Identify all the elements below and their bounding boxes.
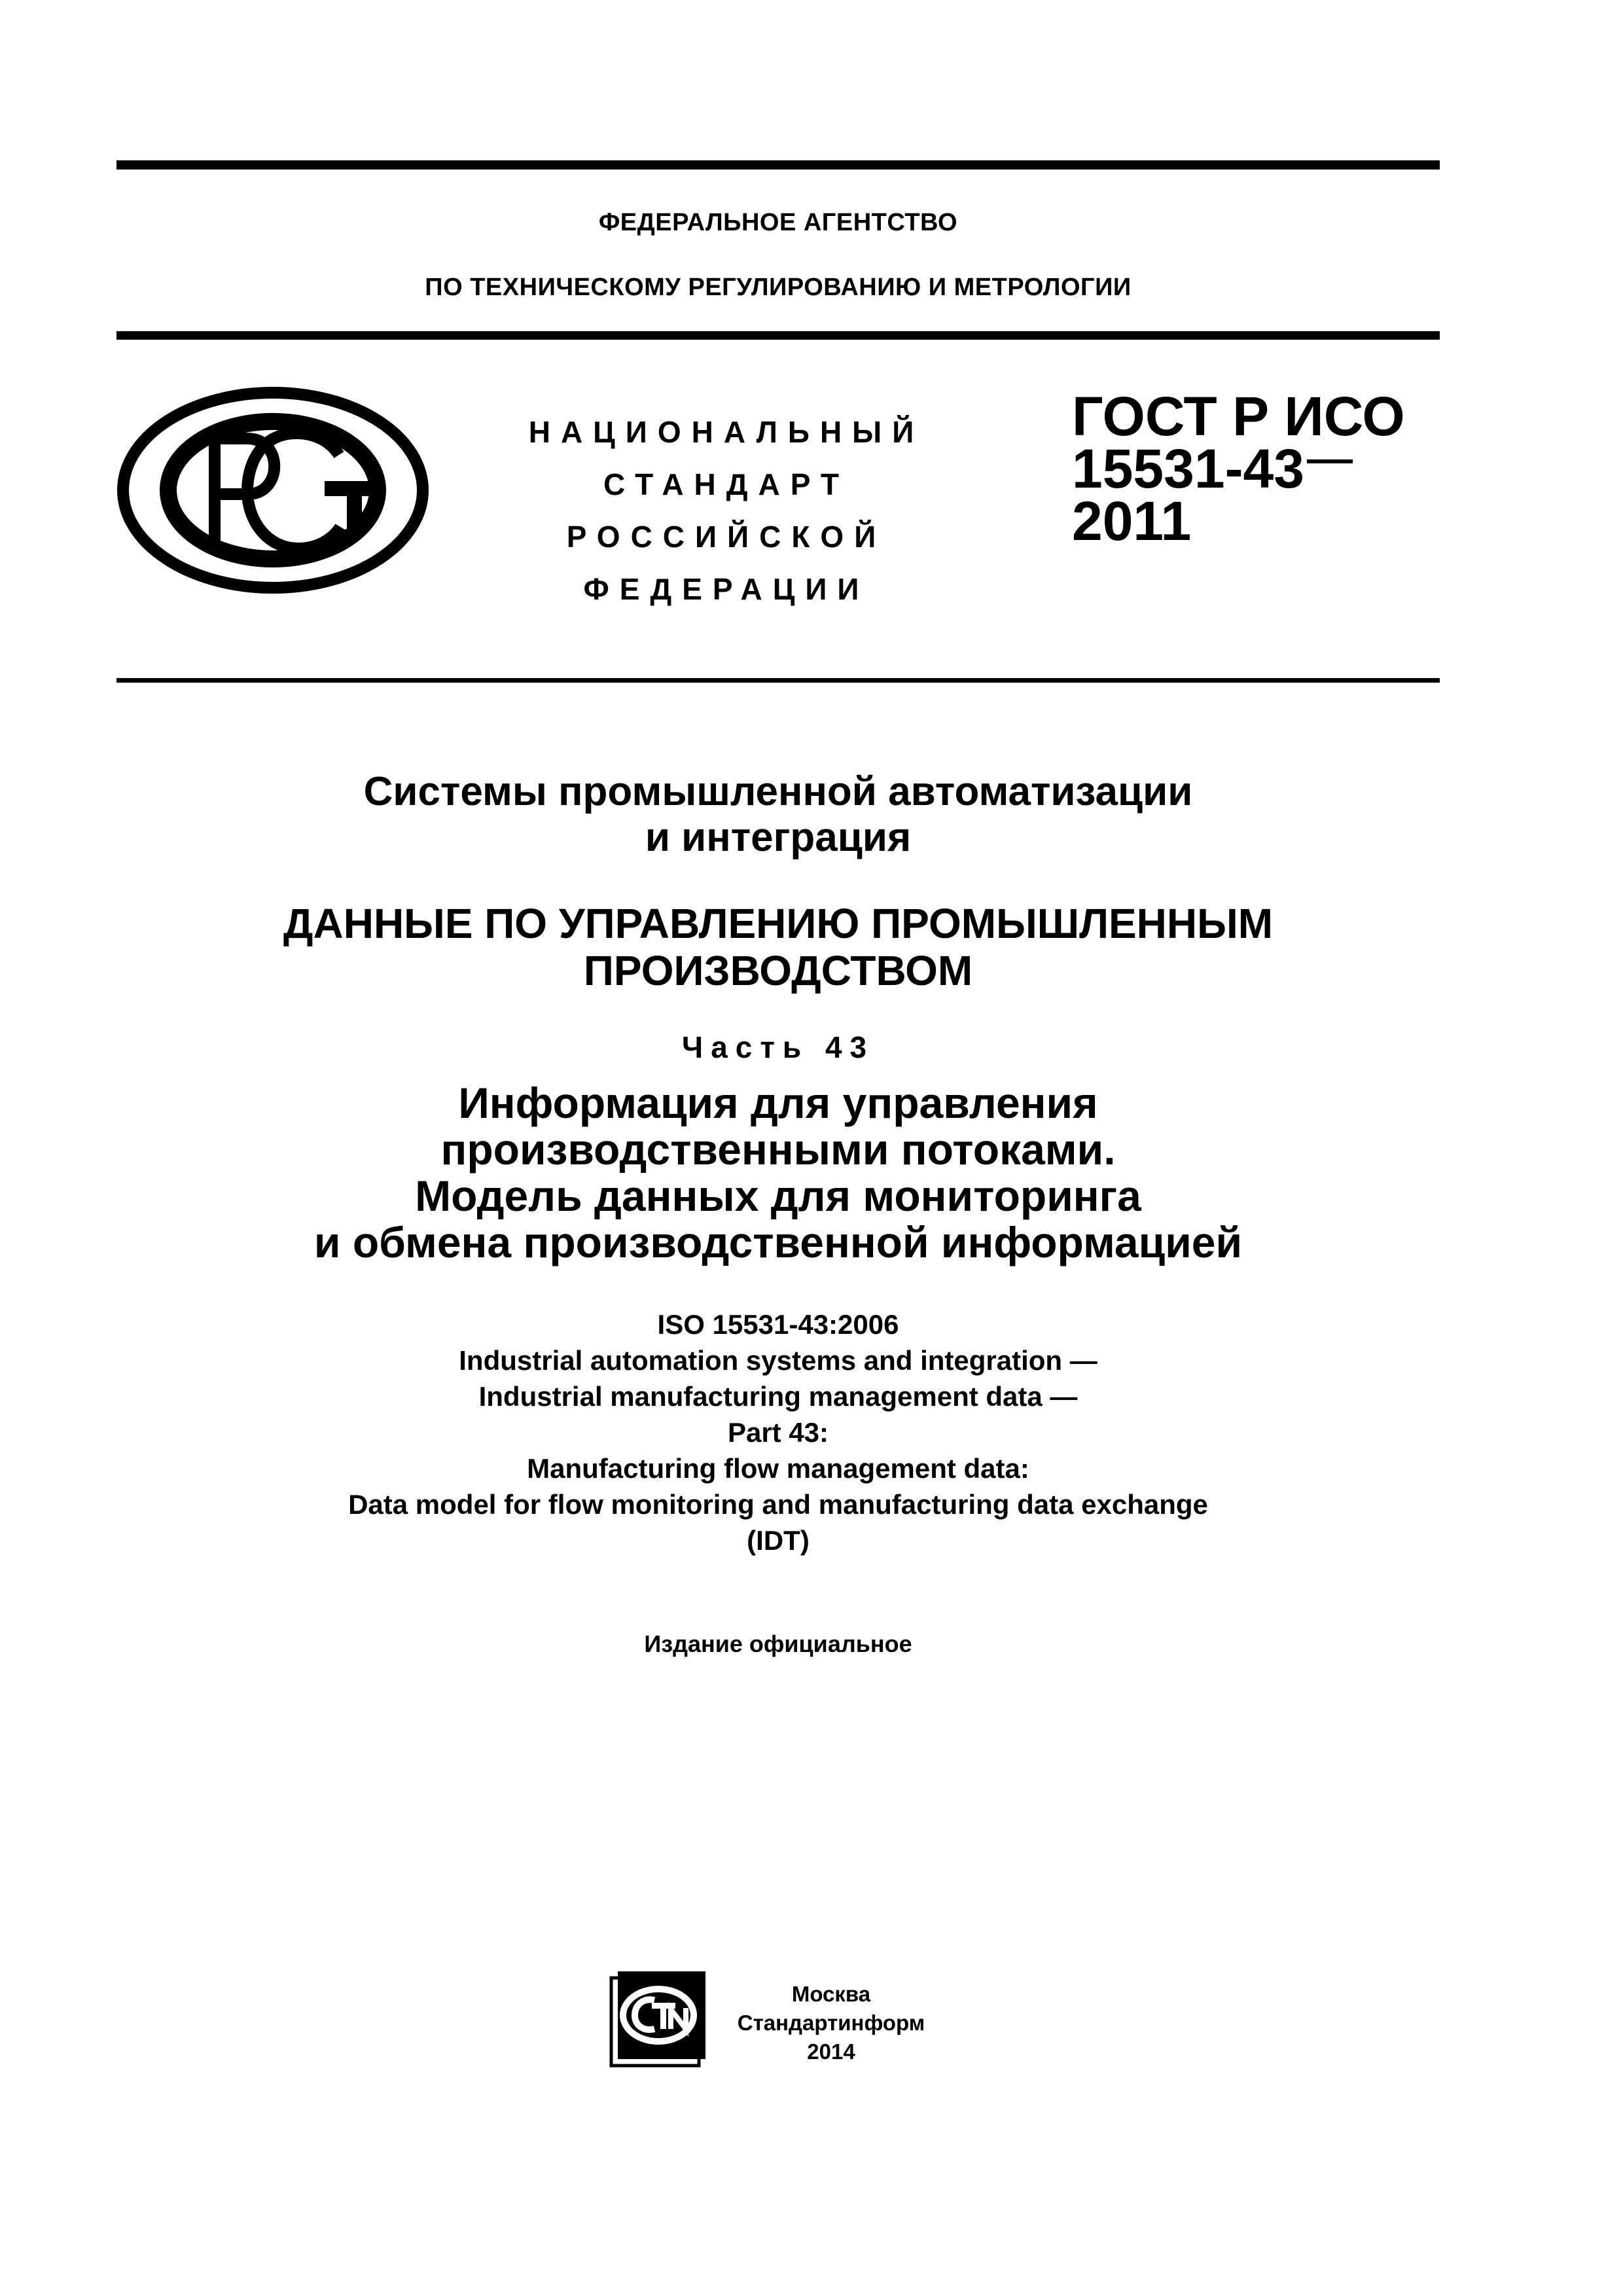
- iso-line7: (IDT): [747, 1525, 810, 1556]
- national-standard-line1: НАЦИОНАЛЬНЫЙ: [528, 415, 925, 449]
- designation-line1: ГОСТ Р ИСО: [1072, 386, 1405, 447]
- iso-line2: Industrial automation systems and integration —: [459, 1345, 1097, 1376]
- national-standard-line3: РОССИЙСКОЙ: [566, 520, 887, 554]
- national-standard-line2: СТАНДАРТ: [603, 467, 849, 501]
- subtitle-line2: ПРОИЗВОДСТВОМ: [583, 947, 973, 994]
- part-title-line3: Модель данных для мониторинга: [415, 1172, 1141, 1220]
- document-subtitle: [116, 900, 1440, 994]
- title-line2: и интеграция: [645, 815, 912, 860]
- publisher-city: Москва: [791, 1982, 871, 2006]
- agency-name-line2: ПО ТЕХНИЧЕСКОМУ РЕГУЛИРОВАНИЮ И МЕТРОЛОГИИ: [425, 274, 1132, 301]
- designation-line2-wrap: [1072, 438, 1438, 499]
- part-title-line4: и обмена производственной информацией: [313, 1218, 1243, 1266]
- iso-line5: Manufacturing flow management data:: [527, 1453, 1029, 1484]
- edition-note: Издание официальное: [644, 1630, 912, 1657]
- top-rule: [116, 160, 1440, 170]
- part-title-line2: производственными потоками.: [440, 1125, 1116, 1174]
- standartinform-logo-icon: [609, 1969, 708, 2068]
- designation-line2: 15531-43: [1072, 438, 1304, 499]
- iso-line3: Industrial manufacturing management data —: [478, 1381, 1078, 1412]
- designation-line3: 2011: [1072, 490, 1192, 552]
- national-standard-line4: ФЕДЕРАЦИИ: [583, 572, 870, 606]
- subtitle-line1: ДАННЫЕ ПО УПРАВЛЕНИЮ ПРОМЫШЛЕННЫМ: [283, 900, 1274, 947]
- agency-name-line1: ФЕДЕРАЛЬНОЕ АГЕНТСТВО: [598, 209, 958, 236]
- part-label: Часть 43: [681, 1030, 875, 1064]
- standard-designation: [1072, 386, 1438, 552]
- document-title: [116, 769, 1440, 861]
- middle-rule: [116, 331, 1440, 340]
- publisher-year: 2014: [807, 2039, 855, 2064]
- national-standard-label: [458, 406, 995, 615]
- part-title-line1: Информация для управления: [458, 1079, 1098, 1127]
- designation-dash: [1307, 459, 1353, 463]
- iso-line1: ISO 15531-43:2006: [657, 1309, 899, 1340]
- rst-certification-mark-icon: [116, 386, 429, 594]
- publisher-name: Стандартинформ: [737, 2011, 925, 2035]
- iso-reference: [116, 1306, 1440, 1558]
- iso-line4: Part 43:: [727, 1417, 829, 1448]
- part-title: [116, 1080, 1440, 1266]
- publisher-info: [720, 1980, 942, 2066]
- iso-line6: Data model for flow monitoring and manufacturing data exchange: [348, 1489, 1208, 1520]
- title-line1: Системы промышленной автоматизации: [363, 769, 1193, 814]
- lower-rule: [116, 678, 1440, 683]
